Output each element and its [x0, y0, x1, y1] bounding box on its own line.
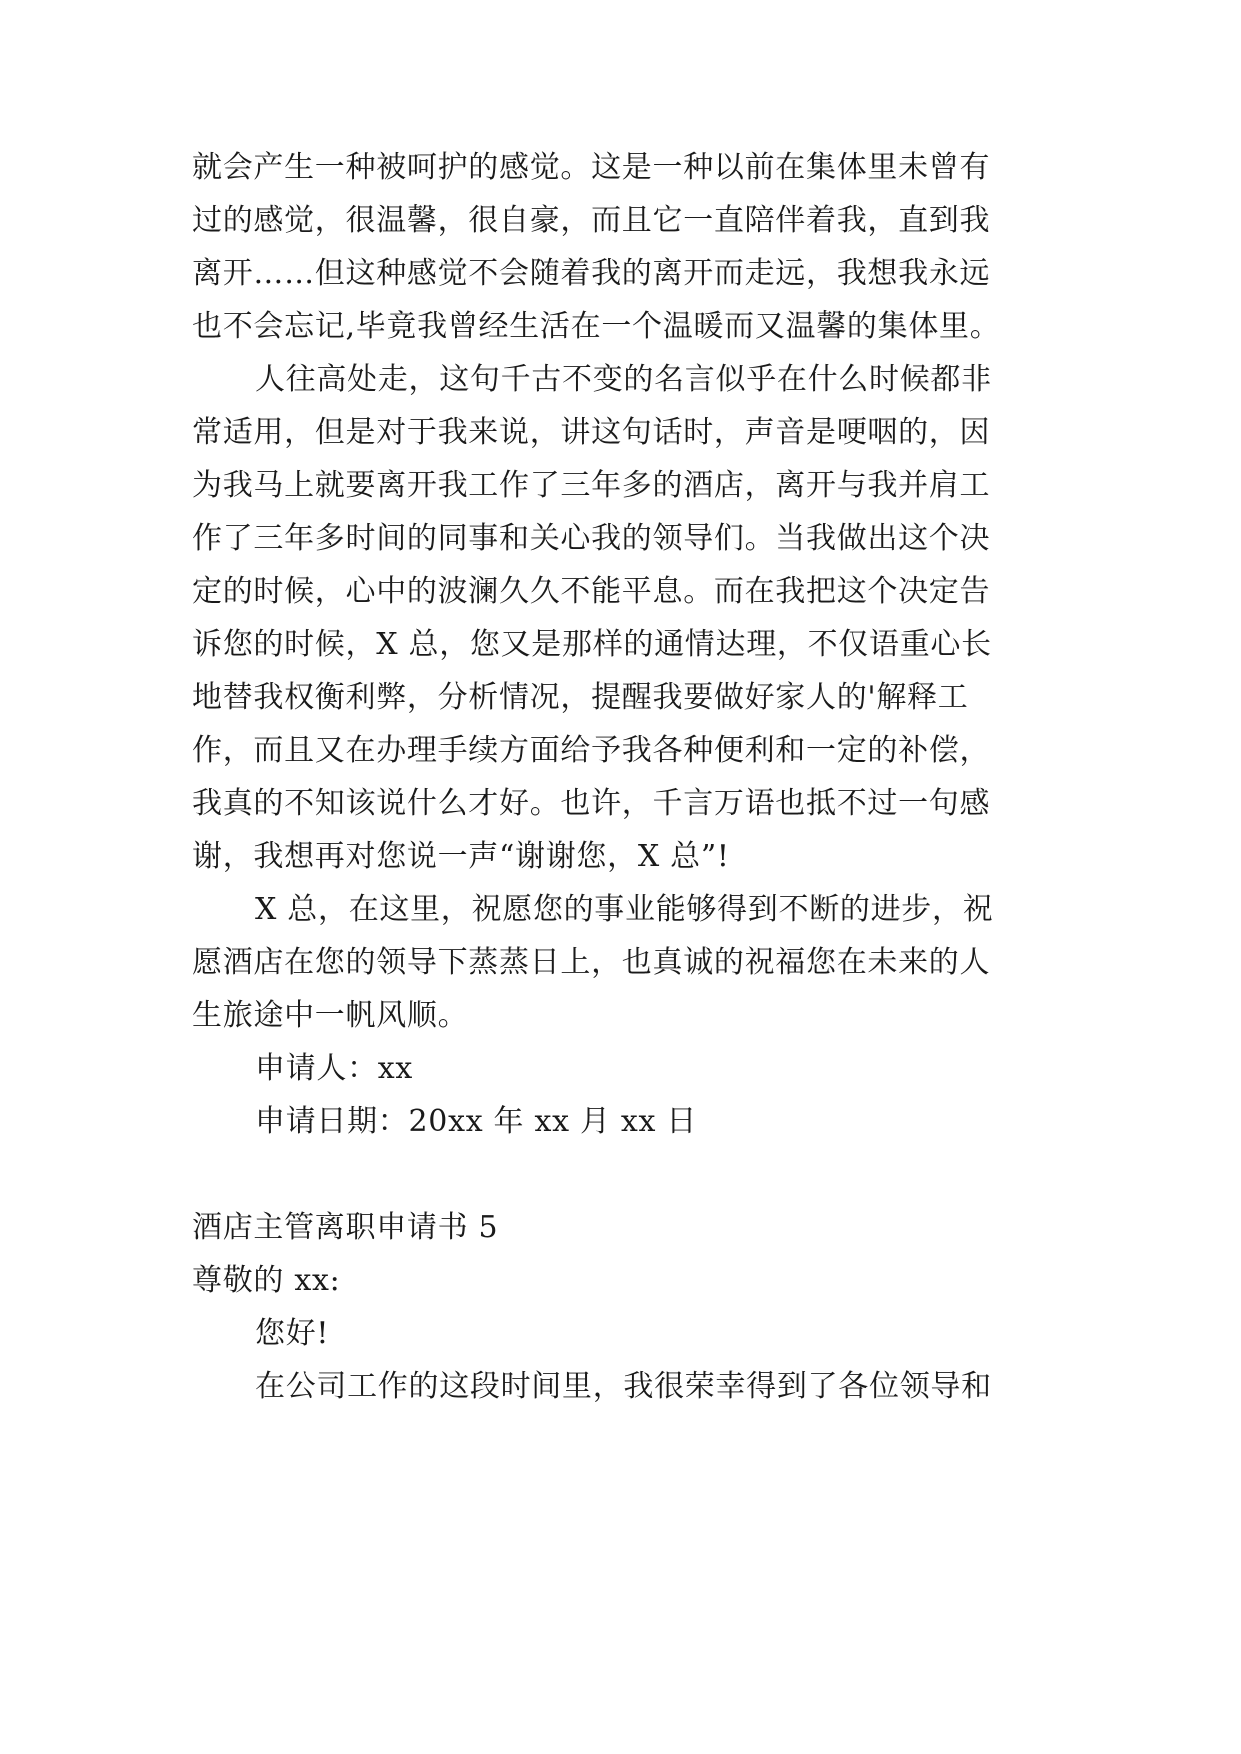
text-line: 作了三年多时间的同事和关心我的领导们。当我做出这个决 — [192, 521, 991, 556]
greeting: 您好! — [255, 1316, 330, 1351]
text-line: 谢，我想再对您说一声“谢谢您，X 总”! — [192, 839, 730, 874]
text-line: 生旅途中一帆风顺。 — [192, 998, 469, 1033]
text-line: 过的感觉，很温馨，很自豪，而且它一直陪伴着我，直到我 — [192, 203, 991, 238]
paragraph-first-line: 人往高处走，这句千古不变的名言似乎在什么时候都非 — [255, 362, 992, 397]
text-line: 诉您的时候，X 总，您又是那样的通情达理，不仅语重心长 — [192, 627, 992, 662]
applicant-line: 申请人：xx — [255, 1051, 414, 1086]
text-line: 离开……但这种感觉不会随着我的离开而走远，我想我永远 — [192, 256, 991, 291]
text-line: 定的时候，心中的波澜久久不能平息。而在我把这个决定告 — [192, 574, 991, 609]
text-line: 地替我权衡利弊，分析情况，提醒我要做好家人的'解释工 — [192, 680, 969, 715]
text-line: 常适用，但是对于我来说，讲这句话时，声音是哽咽的，因 — [192, 415, 991, 450]
text-line: 就会产生一种被呵护的感觉。这是一种以前在集体里未曾有 — [192, 150, 991, 185]
text-line: 愿酒店在您的领导下蒸蒸日上，也真诚的祝福您在未来的人 — [192, 945, 991, 980]
application-date-line: 申请日期：20xx 年 xx 月 xx 日 — [255, 1104, 698, 1139]
paragraph-first-line: 在公司工作的这段时间里，我很荣幸得到了各位领导和 — [255, 1369, 992, 1404]
text-line: 也不会忘记,毕竟我曾经生活在一个温暖而又温馨的集体里。 — [192, 309, 1001, 344]
text-line: 我真的不知该说什么才好。也许，千言万语也抵不过一句感 — [192, 786, 991, 821]
text-line: 作，而且又在办理手续方面给予我各种便利和一定的补偿， — [192, 733, 991, 768]
text-line: 为我马上就要离开我工作了三年多的酒店，离开与我并肩工 — [192, 468, 991, 503]
paragraph-first-line: X 总，在这里，祝愿您的事业能够得到不断的进步，祝 — [255, 892, 994, 927]
section-title: 酒店主管离职申请书 5 — [192, 1210, 499, 1245]
salutation: 尊敬的 xx: — [192, 1263, 341, 1298]
